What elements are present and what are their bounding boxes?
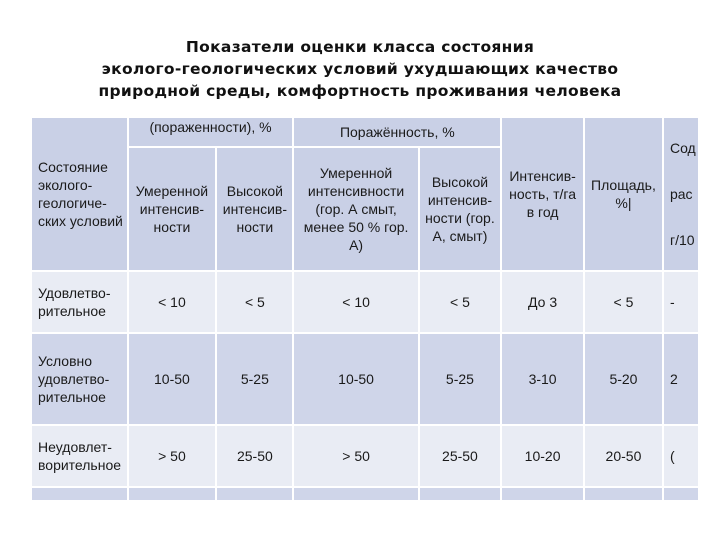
cell-value: > 50: [293, 425, 418, 487]
cell-value: 3-10: [501, 333, 584, 425]
row-state: Неудовлет-ворительное: [31, 425, 128, 487]
table-row: [31, 271, 699, 333]
subheader-high: Высокой интенсив-ности: [216, 147, 293, 271]
header-area: Площадь, %|: [584, 117, 663, 271]
cell-value: 5-20: [584, 333, 663, 425]
title-line-1: Показатели оценки класса состояния: [185, 38, 535, 56]
header-cut-line-1: Сод: [669, 140, 696, 156]
cell-value: < 10: [128, 271, 217, 333]
cell-value: < 5: [216, 271, 293, 333]
cell-value: 25-50: [419, 425, 502, 487]
cell-value: < 10: [293, 271, 418, 333]
cell-value-cut: 2: [663, 333, 699, 425]
subheader-high-soil: Высокой интенсив-ности (гор. А, смыт): [419, 147, 502, 271]
cell-value: 20-50: [584, 425, 663, 487]
cell-value: 5-25: [216, 333, 293, 425]
title-line-2: эколого-геологических условий ухудшающих качество: [101, 60, 619, 78]
criteria-table-grid: [30, 116, 700, 500]
cell-value: < 5: [419, 271, 502, 333]
criteria-table: [30, 116, 700, 500]
cell-value: > 50: [128, 425, 217, 487]
cell-value: 10-50: [128, 333, 217, 425]
header-content-cut: [663, 117, 699, 271]
header-cut-line-2: рас: [669, 186, 693, 202]
header-group-1: (пораженности), %: [128, 117, 294, 147]
row-state: Условно удовлетво-рительное: [31, 333, 128, 425]
header-state: Состояние эколого-геологиче-ских условий: [31, 117, 128, 271]
table-row-partial: [31, 487, 699, 500]
cell-value: < 5: [584, 271, 663, 333]
cell-value-cut: (: [663, 425, 699, 487]
cell-value: До 3: [501, 271, 584, 333]
table-row: [31, 425, 699, 487]
header-cut-line-3: г/10: [669, 232, 695, 248]
row-state: Удовлетво-рительное: [31, 271, 128, 333]
subheader-moderate: Умеренной интенсив-ности: [128, 147, 217, 271]
header-group-2: Поражённость, %: [293, 117, 501, 147]
header-intensity: Интенсив-ность, т/га в год: [501, 117, 584, 271]
cell-value-cut: -: [663, 271, 699, 333]
cell-value: 10-50: [293, 333, 418, 425]
table-row: [31, 333, 699, 425]
cell-value: 10-20: [501, 425, 584, 487]
subheader-moderate-soil: Умеренной интенсивности (гор. А смыт, менее 50 % гор. А): [293, 147, 418, 271]
slide-title: [20, 36, 700, 102]
cell-value: 5-25: [419, 333, 502, 425]
title-line-3: природной среды, комфортность проживания человека: [98, 82, 622, 100]
cell-value: 25-50: [216, 425, 293, 487]
